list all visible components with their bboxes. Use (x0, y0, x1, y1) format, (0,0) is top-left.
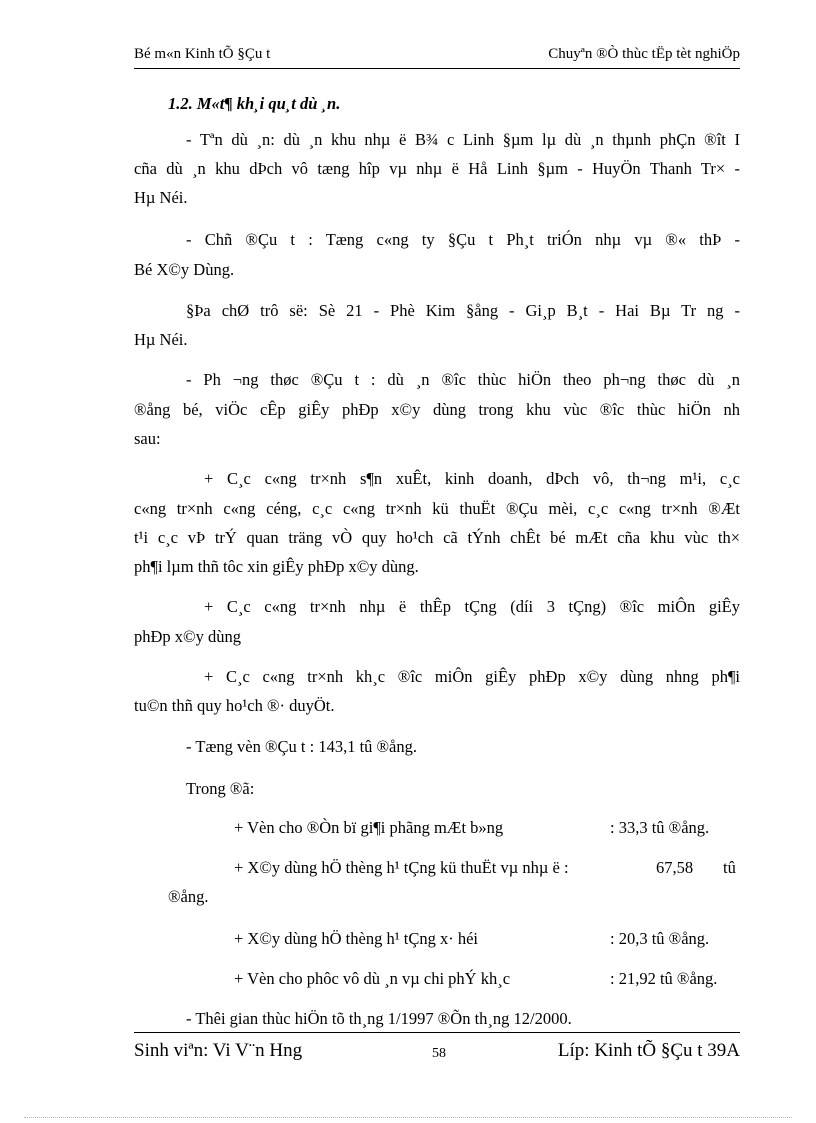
footer-rule (134, 1032, 740, 1033)
breakdown-item-technical-infra-label: + X©y dùng hÖ thèng h¹ tÇng kü thuËt vµ nhµ ë : (234, 858, 569, 877)
breakdown-item-technical-infra-value: 67,58 (656, 858, 694, 877)
implementation-period: - Thêi gian thùc hiÖn tõ th¸ng 1/1997 ®Õn th¸ng 12/2000. (186, 1009, 572, 1028)
paragraph-investor-line-1: - Chñ ®Çu t : Tæng c«ng ty §Çu t Ph¸t triÓn nhµ vµ ®« thÞ - (186, 230, 740, 249)
header-report-title: Chuyªn ®Ò thùc tËp tèt nghiÖp (548, 46, 740, 62)
total-investment: - Tæng vèn ®Çu t : 143,1 tû ®ång. (186, 737, 418, 756)
paragraph-other-works-line-2: tu©n thñ quy ho¹ch ®· duyÖt. (134, 696, 335, 715)
paragraph-project-name-line-2: cña dù ¸n khu dÞch vô tæng hîp vµ nhµ ë Hå Linh §µm - HuyÖn Thanh Tr× - (134, 159, 740, 178)
paragraph-other-works-line-1: + C¸c c«ng tr×nh kh¸c ®îc miÔn giÊy phÐp x©y dùng nhng ph¶i (204, 667, 740, 686)
breakdown-item-technical-infra-unit: tû (723, 858, 736, 877)
page-header (134, 46, 740, 69)
breakdown-item-other-costs-value: : 21,92 tû ®ång. (610, 969, 718, 988)
breakdown-item-social-infra-label: + X©y dùng hÖ thèng h¹ tÇng x· héi (234, 929, 479, 948)
paragraph-low-rise-line-1: + C¸c c«ng tr×nh nhµ ë thÊp tÇng (díi 3 tÇng) ®îc miÔn giÊy (204, 597, 740, 616)
page-bottom-edge (24, 1117, 792, 1118)
paragraph-address-line-2: Hµ Néi. (134, 330, 188, 349)
breakdown-item-other-costs-label: + Vèn cho phôc vô dù ¸n vµ chi phÝ kh¸c (234, 969, 511, 988)
paragraph-investor-line-2: Bé X©y Dùng. (134, 260, 235, 279)
paragraph-method-line-1: - Ph ¬ng thøc ®Çu t : dù ¸n ®îc thùc hiÖn theo ph¬ng thøc dù ¸n (186, 370, 740, 389)
breakdown-intro: Trong ®ã: (186, 779, 255, 798)
paragraph-permit-line-3: t¹i c¸c vÞ trÝ quan träng vÒ quy ho¹ch cã tÝnh chÊt bé mÆt cña khu vùc th× (134, 528, 740, 547)
paragraph-project-name-line-3: Hµ Néi. (134, 188, 188, 207)
paragraph-project-name-line-1: - Tªn dù ¸n: dù ¸n khu nhµ ë B¾ c Linh §µm lµ dù ¸n thµnh phÇn ®ît I (186, 130, 740, 149)
breakdown-item-compensation-value: : 33,3 tû ®ång. (610, 818, 710, 837)
header-department: Bé m«n Kinh tÕ §Çu t (134, 46, 271, 62)
footer-class: Líp: Kinh tÕ §Çu t 39A (557, 1040, 740, 1061)
paragraph-method-line-3: sau: (134, 429, 161, 448)
breakdown-item-compensation-label: + Vèn cho ®Òn bï gi¶i phãng mÆt b»ng (234, 818, 504, 837)
footer-student: Sinh viªn: Vi V¨n Hng (134, 1040, 303, 1061)
paragraph-method-line-2: ®ång bé, viÖc cÊp giÊy phÐp x©y dùng trong khu vùc ®îc thùc hiÖn nh (134, 400, 740, 419)
paragraph-permit-line-4: ph¶i lµm thñ tôc xin giÊy phÐp x©y dùng. (134, 557, 419, 576)
breakdown-item-social-infra-value: : 20,3 tû ®ång. (610, 929, 710, 948)
paragraph-address-line-1: §Þa chØ trô së: Sè 21 - Phè Kim §ång - Gi¸p B¸t - Hai Bµ Tr ng - (186, 301, 740, 320)
section-heading: 1.2. M«t¶ kh¸i qu¸t dù ¸n. (168, 94, 341, 113)
paragraph-permit-line-2: c«ng tr×nh c«ng céng, c¸c c«ng tr×nh kü thuËt ®Çu mèi, c¸c c«ng tr×nh ®Æt (134, 499, 740, 518)
page-number: 58 (432, 1046, 446, 1061)
paragraph-permit-line-1: + C¸c c«ng tr×nh s¶n xuÊt, kinh doanh, dÞch vô, th¬ng m¹i, c¸c (204, 469, 740, 488)
paragraph-low-rise-line-2: phÐp x©y dùng (134, 627, 241, 646)
breakdown-item-technical-infra-continuation: ®ång. (168, 887, 209, 906)
